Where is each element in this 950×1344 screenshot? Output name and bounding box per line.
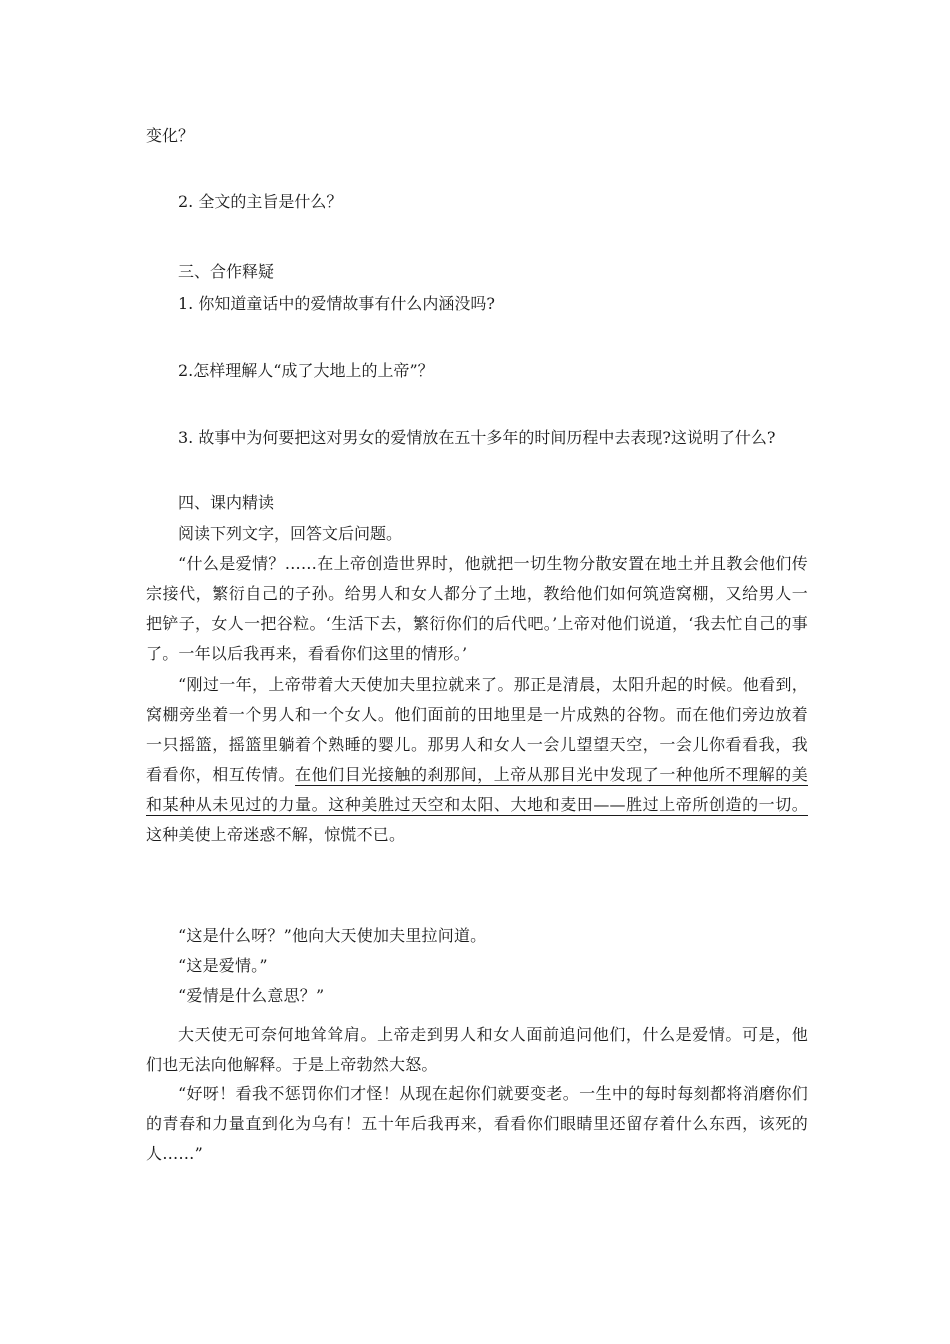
dialogue-line-2: “这是爱情。” (178, 956, 268, 975)
passage-paragraph-1: “什么是爱情？……在上帝创造世界时，他就把一切生物分散安置在地土并且教会他们传宗接代，繁衍自己的子孙。给男人和女人都分了土地，教给他们如何筑造窝棚，又给男人一把铲子，女人一把谷粒。‘生活下去，繁衍你们的后代吧。’上帝对他们说道，‘我去忙自己的事了。一年以后我再来，看看你们这里的情形。’ (146, 554, 808, 663)
passage-paragraph-3: 大天使无可奈何地耸耸肩。上帝走到男人和女人面前追问他们，什么是爱情。可是，他们也无法向他解释。于是上帝勃然大怒。 (146, 1025, 808, 1074)
question-2: 2. 全文的主旨是什么？ (178, 192, 343, 211)
dialogue-line-3: “爱情是什么意思？” (178, 986, 325, 1005)
continued-question-fragment: 变化？ (146, 126, 195, 145)
dialogue-line-1: “这是什么呀？”他向大天使加夫里拉问道。 (178, 926, 487, 945)
passage-paragraph-4: “好呀！看我不惩罚你们才怪！从现在起你们就要变老。一生中的每时每刻都将消磨你们的青春和力量直到化为乌有！五十年后我再来，看看你们眼睛里还留存着什么东西，该死的人……” (146, 1084, 808, 1163)
section-3-question-3: 3. 故事中为何要把这对男女的爱情放在五十多年的时间历程中去表现?这说明了什么? (178, 428, 776, 447)
section-3-question-1: 1. 你知道童话中的爱情故事有什么内涵没吗? (178, 294, 495, 313)
section-3-question-2: 2.怎样理解人“成了大地上的上帝”？ (178, 361, 434, 380)
paragraph-2-ending: 这种美使上帝迷惑不解，惊慌不已。 (146, 825, 406, 844)
passage-paragraph-2 (146, 670, 808, 850)
section-3-heading: 三、合作释疑 (178, 262, 275, 281)
paragraph-2-text: “刚过一年，上帝带着大天使加夫里拉就来了。那正是清晨，太阳升起的时候。他看到，窝棚旁坐着一个男人和一个女人。他们面前的田地里是一片成熟的谷物。而在他们旁边放着一只摇篮，摇篮里躺着个熟睡的婴儿。那男人和女人一会儿望望天空，一会儿你看看我，我看看你，相互传情。 (146, 675, 808, 784)
section-4-heading: 四、课内精读 (178, 493, 275, 512)
underlined-passage: 在他们目光接触的刹那间，上帝从那目光中发现了一种他所不理解的美和某种从未见过的力量。这种美胜过天空和太阳、大地和麦田——胜过上帝所创造的一切。 (146, 765, 808, 814)
reading-instruction: 阅读下列文字，回答文后问题。 (178, 524, 403, 543)
